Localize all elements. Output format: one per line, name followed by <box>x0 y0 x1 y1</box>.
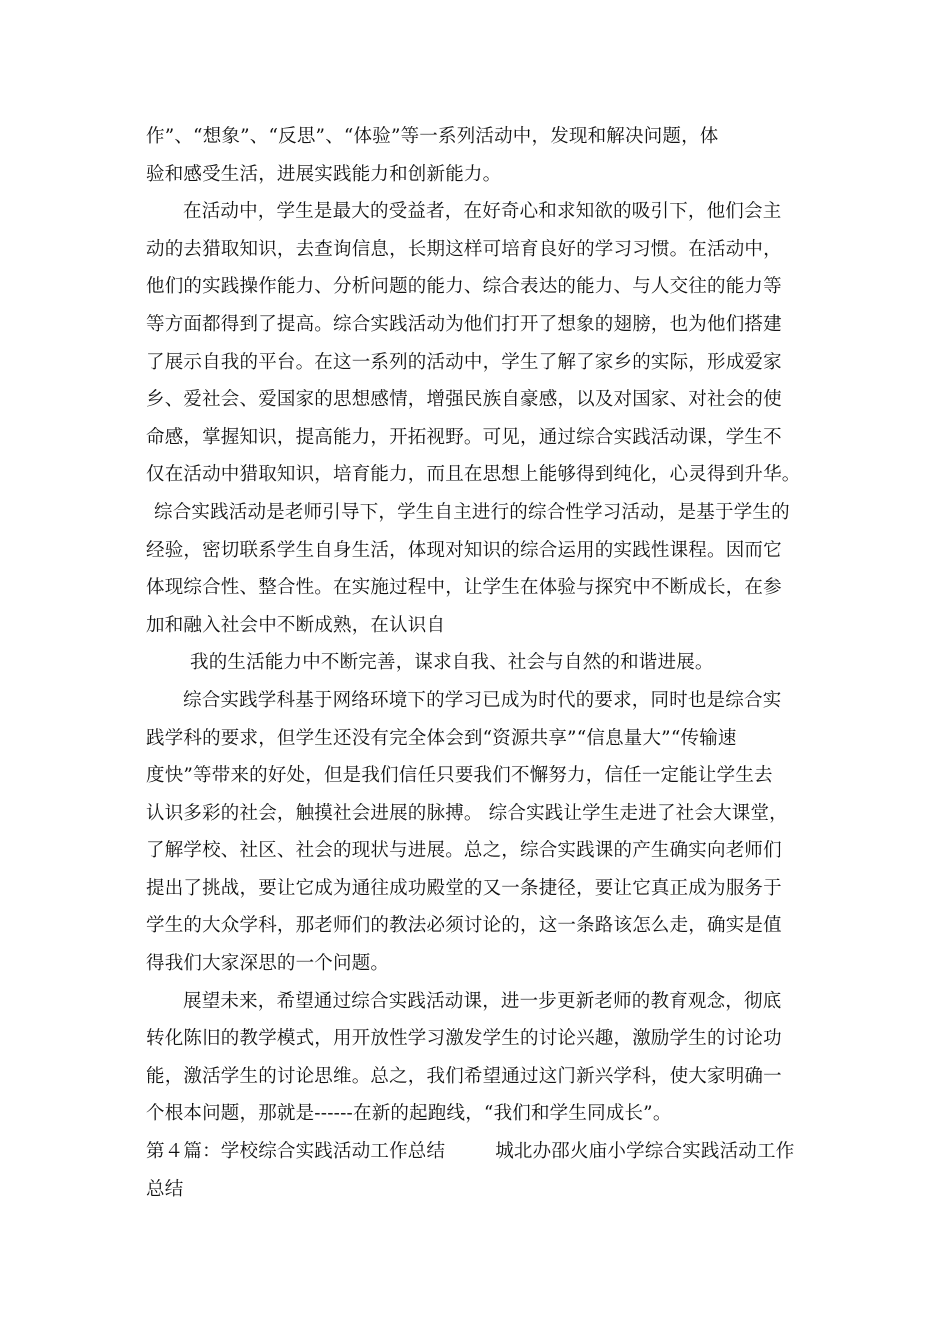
paragraph-line: 验和感受生活，进展实践能力和创新能力。 <box>146 163 502 185</box>
heading-subtitle-continued: 总结 <box>146 1178 184 1200</box>
heading-subtitle: 城北办邵火庙小学综合实践活动工作 <box>495 1141 795 1163</box>
paragraph-line: 经验，密切联系学生自身生活，体现对知识的综合运用的实践性课程。因而它 <box>146 539 782 561</box>
paragraph-line: 学生的大众学科，那老师们的教法必须讨论的，这一条路该怎么走，确实是值 <box>146 915 782 937</box>
paragraph-line: 我的生活能力中不断完善，谋求自我、社会与自然的和谐进展。 <box>190 652 714 674</box>
paragraph-line: 个根本问题，那就是------在新的起跑线，“我们和学生同成长”。 <box>146 1103 672 1125</box>
paragraph-line: 得我们大家深思的一个问题。 <box>146 953 390 975</box>
paragraph-line: 综合实践学科基于网络环境下的学习已成为时代的要求，同时也是综合实 <box>183 689 782 711</box>
paragraph-line: 认识多彩的社会，触摸社会进展的脉搏。 综合实践让学生走进了社会大课堂， <box>146 802 788 824</box>
paragraph-line: 转化陈旧的教学模式，用开放性学习激发学生的讨论兴趣，激励学生的讨论功 <box>146 1028 782 1050</box>
paragraph-line: 展望未来，希望通过综合实践活动课，进一步更新老师的教育观念，彻底 <box>183 990 782 1012</box>
paragraph-line: 仅在活动中猎取知识，培育能力，而且在思想上能够得到纯化，心灵得到升华。 <box>146 464 801 486</box>
heading-title: 第４篇：学校综合实践活动工作总结 <box>146 1141 446 1163</box>
section-heading <box>146 1133 810 1171</box>
paragraph-line: 提出了挑战，要让它成为通往成功殿堂的又一条捷径，要让它真正成为服务于 <box>146 877 782 899</box>
paragraph-line: 体现综合性、整合性。在实施过程中，让学生在体验与探究中不断成长，在参 <box>146 577 782 599</box>
paragraph-line: 命感，掌握知识，提高能力，开拓视野。可见，通过综合实践活动课，学生不 <box>146 426 782 448</box>
paragraph-line: 了展示自我的平台。在这一系列的活动中，学生了解了家乡的实际，形成爱家 <box>146 351 782 373</box>
paragraph-line: 他们的实践操作能力、分析问题的能力、综合表达的能力、与人交往的能力等 <box>146 276 782 298</box>
paragraph-line: 加和融入社会中不断成熟，在认识自 <box>146 614 446 636</box>
paragraph-line: 动的去猎取知识，去查询信息，长期这样可培育良好的学习习惯。在活动中， <box>146 238 782 260</box>
document-body <box>146 118 810 1208</box>
paragraph-line: 作”、“想象”、“反思”、“体验”等一系列活动中，发现和解决问题，体 <box>146 126 719 147</box>
paragraph-line: 等方面都得到了提高。综合实践活动为他们打开了想象的翅膀，也为他们搭建 <box>146 313 782 335</box>
paragraph-line: 度快”等带来的好处，但是我们信任只要我们不懈努力，信任一定能让学生去 <box>146 765 773 787</box>
paragraph-line: 在活动中，学生是最大的受益者，在好奇心和求知欲的吸引下，他们会主 <box>183 201 782 223</box>
paragraph-line: 能，激活学生的讨论思维。总之，我们希望通过这门新兴学科，使大家明确一 <box>146 1065 782 1087</box>
paragraph-line: 综合实践活动是老师引导下，学生自主进行的综合性学习活动，是基于学生的 <box>154 501 790 523</box>
paragraph-line: 了解学校、社区、社会的现状与进展。总之，综合实践课的产生确实向老师们 <box>146 840 782 862</box>
paragraph-line: 践学科的要求，但学生还没有完全体会到“资源共享”“信息量大”“传输速 <box>146 727 737 749</box>
paragraph-line: 乡、爱社会、爱国家的思想感情，增强民族自豪感，以及对国家、对社会的使 <box>146 389 782 411</box>
